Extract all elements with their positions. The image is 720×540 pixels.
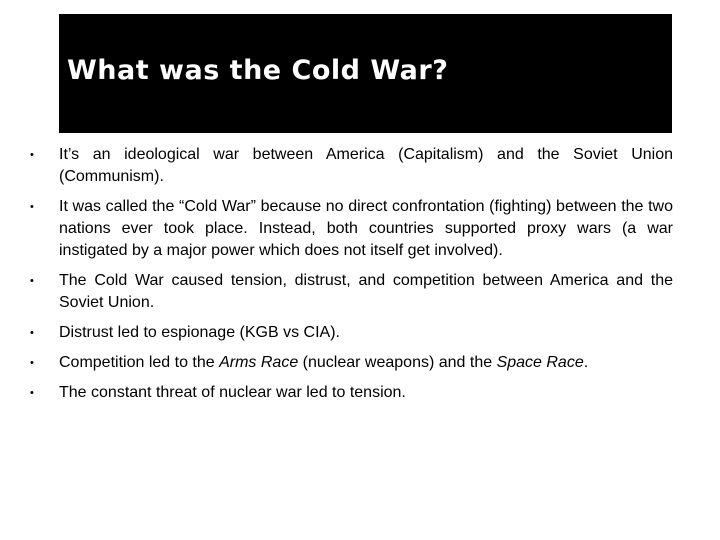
bullet-dot-icon: • — [30, 275, 34, 287]
bullet-dot-icon: • — [30, 357, 34, 369]
bullet-item — [30, 322, 673, 344]
bullet-text: It was called the “Cold War” because no direct confrontation (fighting) between the two nations ever took place. Instead, both countries supported proxy wars (a war instigated by a major power which does not itself get involved). — [59, 198, 673, 259]
bullet-dot-icon: • — [30, 201, 34, 213]
bullet-text: . — [583, 354, 589, 371]
slide-title: What was the Cold War? — [67, 55, 449, 86]
bullet-text-emphasis: Arms Race — [219, 354, 299, 371]
bullet-text: (nuclear weapons) and the — [298, 354, 497, 371]
bullet-text: Competition led to the — [59, 354, 220, 371]
bullet-list — [30, 144, 673, 412]
bullet-item — [30, 382, 673, 404]
bullet-text: The Cold War caused tension, distrust, and competition between America and the Soviet Union. — [59, 272, 673, 311]
bullet-item — [30, 352, 673, 374]
bullet-item — [30, 196, 673, 262]
bullet-dot-icon: • — [30, 387, 34, 399]
bullet-text-emphasis: Space Race — [496, 354, 584, 371]
bullet-item — [30, 270, 673, 314]
bullet-text: Distrust led to espionage (KGB vs CIA). — [59, 324, 340, 341]
title-bar — [59, 14, 672, 133]
bullet-dot-icon: • — [30, 149, 34, 161]
bullet-item — [30, 144, 673, 188]
bullet-text: The constant threat of nuclear war led to tension. — [59, 384, 406, 401]
bullet-dot-icon: • — [30, 327, 34, 339]
bullet-text: It’s an ideological war between America (Capitalism) and the Soviet Union (Communism). — [59, 146, 673, 185]
